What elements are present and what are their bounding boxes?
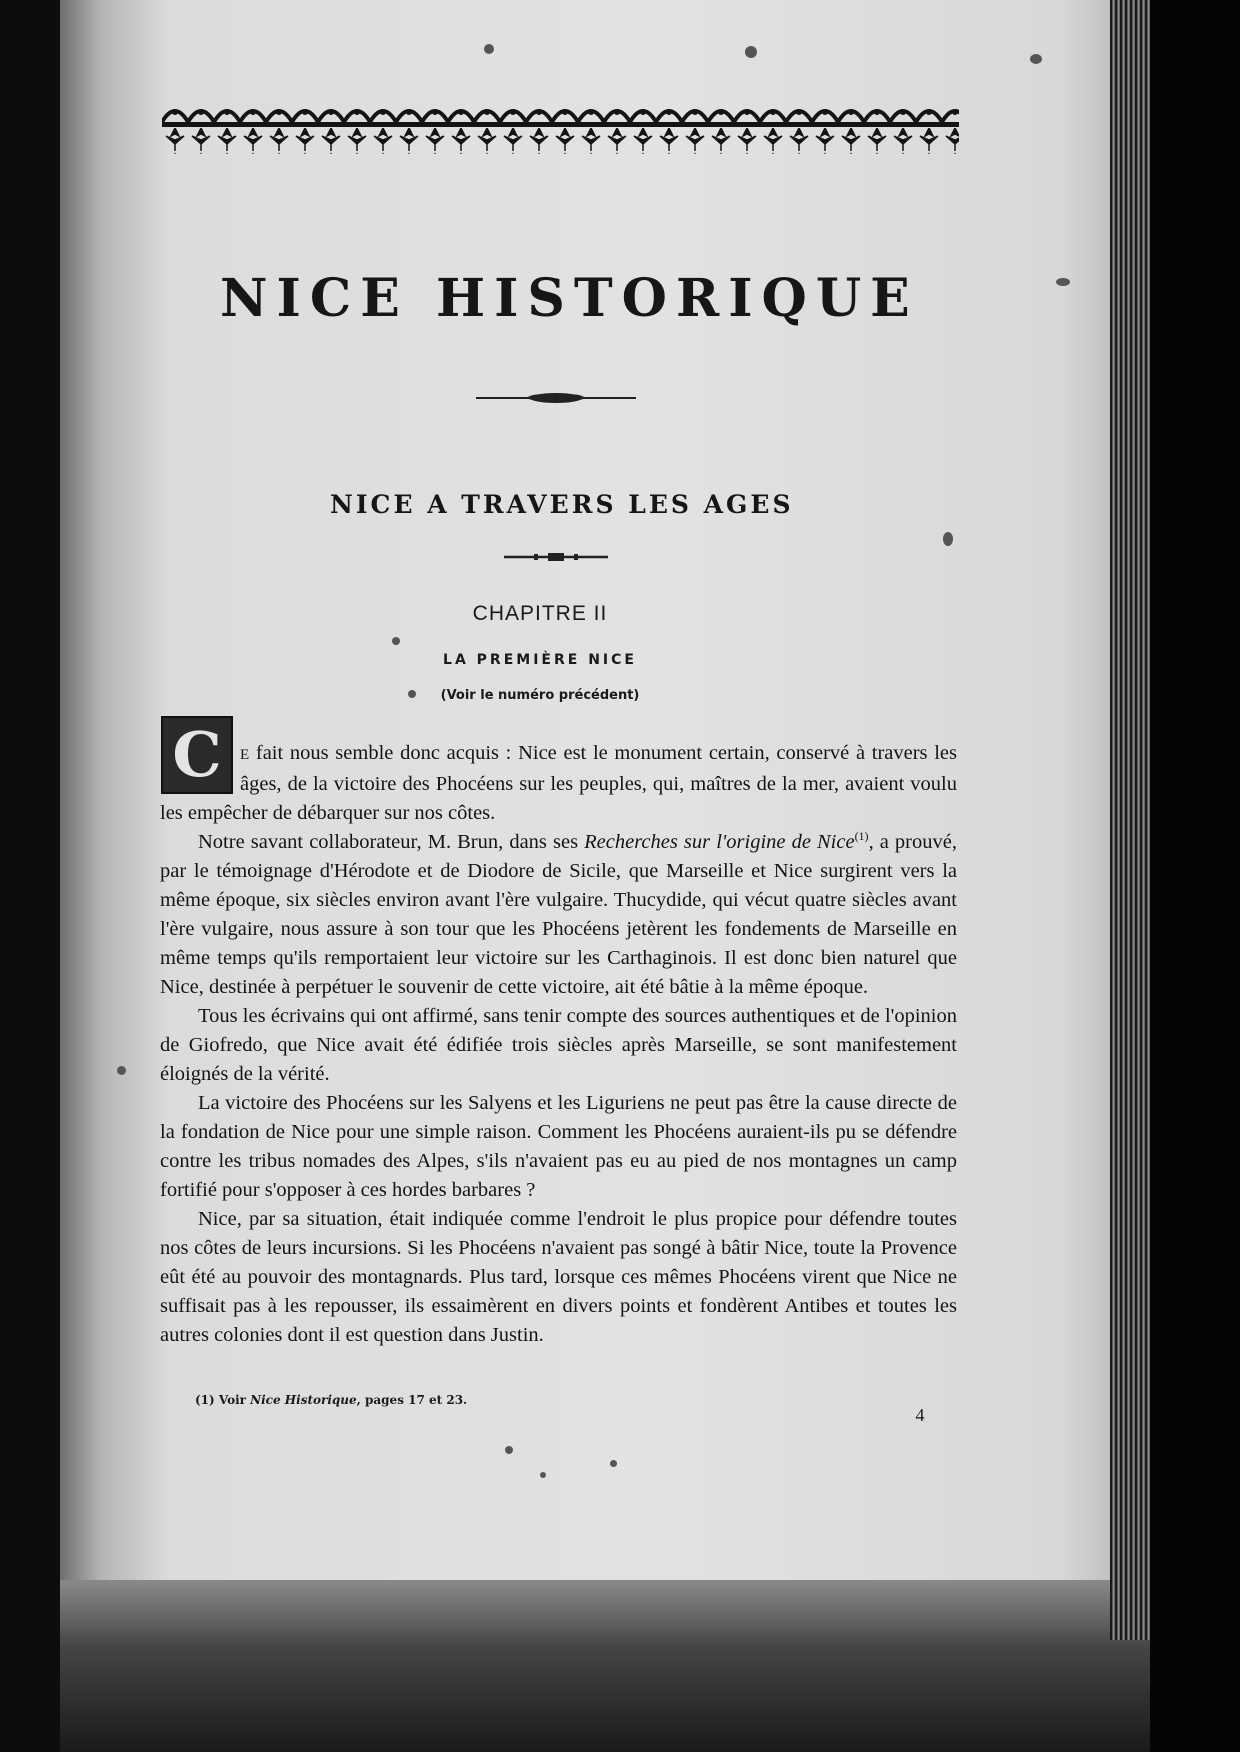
paragraph-3: Tous les écrivains qui ont affirmé, sans tenir compte des sources authentiques et de l'opinion de Giofredo, que Nice avait été édifiée trois siècles après Marseille, se sont manifestement éloignés de la vérité. [160, 1005, 957, 1085]
chapter-subtitle: LA PREMIÈRE NICE [443, 652, 637, 668]
drop-cap-letter: C [172, 718, 222, 791]
ornamental-band [162, 100, 959, 162]
page-title: NICE HISTORIQUE [220, 268, 919, 329]
cited-work: Recherches sur l'origine de Nice [584, 831, 855, 853]
scan-speck [745, 46, 757, 58]
title-divider [476, 391, 636, 405]
background-right [1150, 0, 1240, 1752]
scan-speck [484, 44, 494, 54]
article-body [160, 739, 957, 1350]
paragraph-1 [160, 739, 957, 828]
paragraph-4: La victoire des Phocéens sur les Salyens et les Liguriens ne peut pas être la cause directe de la fondation de Nice pour une simple raison. Comment les Phocéens auraient-ils pu se défendre contre les tribus nomades des Alpes, s'ils n'avaient pas eu au pied de nos montagnes un camp fortifié pour s'opposer à ces hordes barbares ? [160, 1092, 957, 1201]
footnote-rest: , pages 17 et 23. [356, 1393, 468, 1407]
paragraph-2-end: , a prouvé, par le témoignage d'Hérodote et de Diodore de Sicile, que Marseille et Nice surgirent vers la même époque, six siècles environ avant l'ère vulgaire. Thucydide, qui vécut quatre siècles avant l'ère vulgaire, nous assure à son tour que les Phocéens jetèrent les fondements de Marseille en même temps qu'ils remportaient leur victoire sur les Carthaginois. Il est donc bien naturel que Nice, destinée à perpétuer le souvenir de cette victoire, ait été bâtie à la même époque. [160, 831, 957, 998]
scan-speck [408, 690, 416, 698]
scan-speck [505, 1446, 513, 1454]
footnote-ref: (1) [854, 829, 869, 844]
paragraph-5: Nice, par sa situation, était indiquée comme l'endroit le plus propice pour défendre toutes nos côtes de leurs incursions. Si les Phocéens n'avaient pas songé à bâtir Nice, toute la Provence eût été au pouvoir des montagnards. Plus tard, lorsque ces mêmes Phocéens virent que Nice ne suffisait pas à les repousser, ils essaimèrent en divers points et fondèrent Antibes et toutes les autres colonies dont il est question dans Justin. [160, 1208, 957, 1346]
footnote [195, 1393, 695, 1407]
paragraph-2-start: Notre savant collaborateur, M. Brun, dans ses [198, 831, 585, 853]
scan-speck [610, 1460, 617, 1467]
scan-speck [540, 1472, 546, 1478]
scan-speck [117, 1066, 126, 1075]
continuation-note: (Voir le numéro précédent) [440, 688, 640, 703]
footnote-title: Nice Historique [250, 1393, 357, 1407]
page-number: 4 [915, 1405, 925, 1425]
paragraph-1-lead: E [240, 747, 250, 763]
section-title: NICE A TRAVERS LES AGES [330, 490, 794, 519]
scan-speck [392, 637, 400, 645]
scan-speck [943, 532, 953, 546]
page-edge-stack [1110, 0, 1150, 1640]
scan-speck [1056, 278, 1070, 286]
paragraph-2 [160, 828, 957, 1002]
paragraph-1-text: fait nous semble donc acquis : Nice est le monument certain, conservé à travers les âges, de la victoire des Phocéens sur les peuples, qui, maîtres de la mer, avaient voulu les empêcher de débarquer sur nos côtes. [160, 742, 957, 824]
section-divider [504, 552, 608, 562]
page-shadow [60, 1580, 1170, 1752]
chapter-label: CHAPITRE II [472, 602, 608, 625]
scan-speck [1030, 54, 1042, 64]
footnote-marker: (1) Voir [195, 1393, 251, 1407]
